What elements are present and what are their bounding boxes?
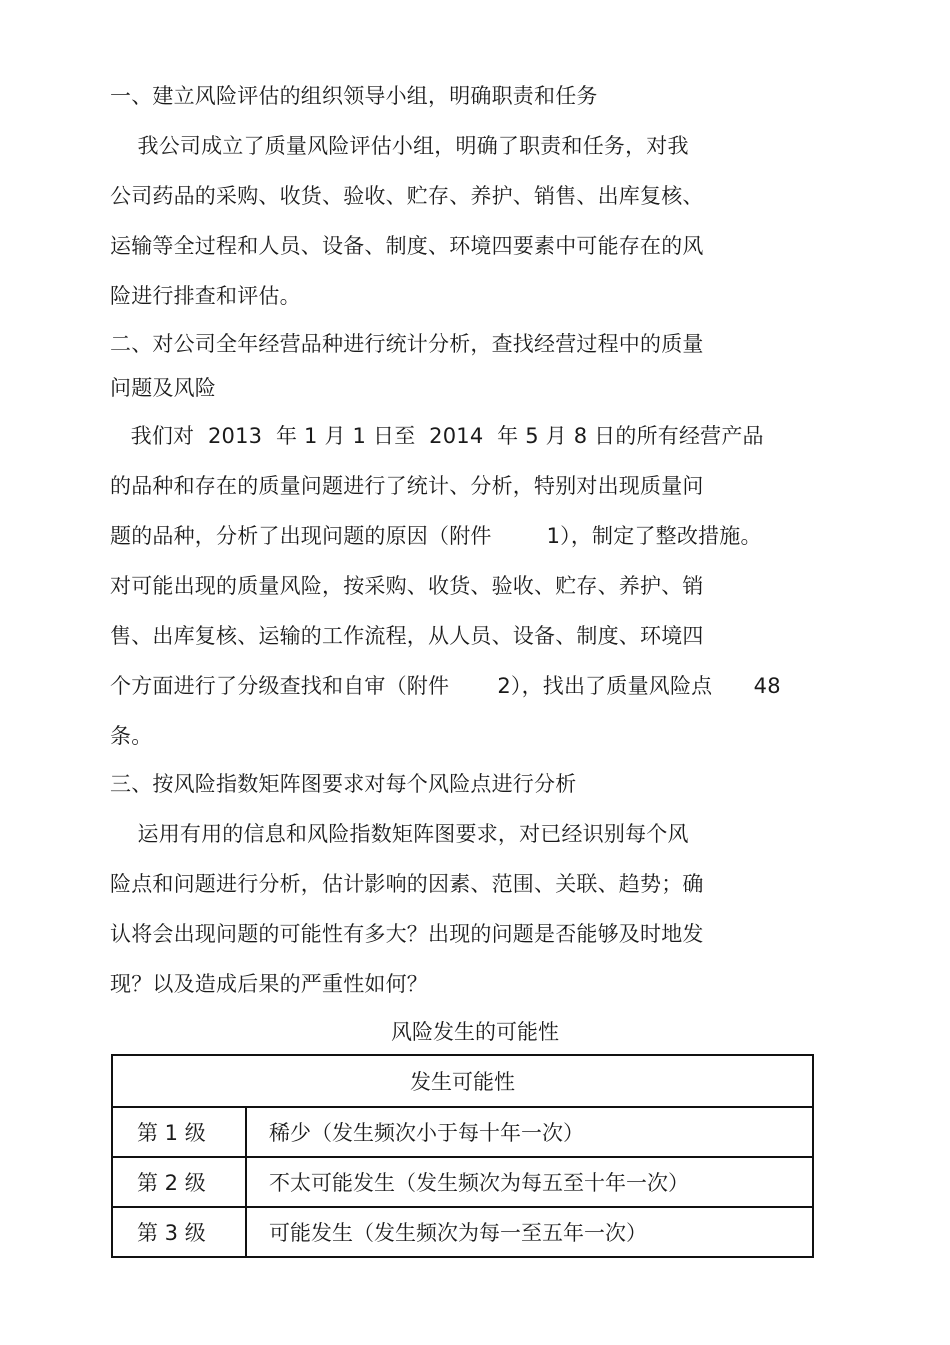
paragraph-line: 的品种和存在的质量问题进行了统计、分析，特别对出现质量问 bbox=[110, 474, 704, 498]
description-cell: 稀少（发生频次小于每十年一次） bbox=[246, 1107, 813, 1157]
table-caption: 风险发生的可能性 bbox=[391, 1020, 559, 1044]
section-heading-2-cont: 问题及风险 bbox=[110, 376, 216, 400]
table-row bbox=[112, 1207, 813, 1257]
level-cell: 第 2 级 bbox=[112, 1157, 246, 1207]
table-row bbox=[112, 1107, 813, 1157]
paragraph-line: 险点和问题进行分析，估计影响的因素、范围、关联、趋势；确 bbox=[110, 872, 704, 896]
section-heading-3: 三、按风险指数矩阵图要求对每个风险点进行分析 bbox=[110, 772, 577, 796]
paragraph-line: 个方面进行了分级查找和自审（附件 2），找出了质量风险点 48 bbox=[110, 674, 781, 698]
paragraph-line: 公司药品的采购、收货、验收、贮存、养护、销售、出库复核、 bbox=[110, 184, 704, 208]
paragraph-line: 险进行排查和评估。 bbox=[110, 284, 301, 308]
level-cell: 第 1 级 bbox=[112, 1107, 246, 1157]
paragraph-line: 对可能出现的质量风险，按采购、收货、验收、贮存、养护、销 bbox=[110, 574, 704, 598]
likelihood-table bbox=[111, 1054, 814, 1258]
description-cell: 不太可能发生（发生频次为每五至十年一次） bbox=[246, 1157, 813, 1207]
paragraph-line: 售、出库复核、运输的工作流程，从人员、设备、制度、环境四 bbox=[110, 624, 704, 648]
paragraph-line: 我们对 2013 年 1 月 1 日至 2014 年 5 月 8 日的所有经营产品 bbox=[110, 424, 764, 448]
paragraph-line: 条。 bbox=[110, 724, 153, 748]
paragraph-line: 认将会出现问题的可能性有多大？出现的问题是否能够及时地发 bbox=[110, 922, 704, 946]
table-header: 发生可能性 bbox=[112, 1055, 813, 1107]
description-cell: 可能发生（发生频次为每一至五年一次） bbox=[246, 1207, 813, 1257]
paragraph-line: 题的品种，分析了出现问题的原因（附件 1），制定了整改措施。 bbox=[110, 524, 762, 548]
paragraph-line: 运输等全过程和人员、设备、制度、环境四要素中可能存在的风 bbox=[110, 234, 704, 258]
table-row bbox=[112, 1157, 813, 1207]
section-heading-1: 一、建立风险评估的组织领导小组，明确职责和任务 bbox=[110, 84, 598, 108]
section-heading-2: 二、对公司全年经营品种进行统计分析，查找经营过程中的质量 bbox=[110, 332, 704, 356]
paragraph-line: 我公司成立了质量风险评估小组，明确了职责和任务，对我 bbox=[110, 134, 689, 158]
level-cell: 第 3 级 bbox=[112, 1207, 246, 1257]
paragraph-line: 运用有用的信息和风险指数矩阵图要求，对已经识别每个风 bbox=[110, 822, 689, 846]
paragraph-line: 现？以及造成后果的严重性如何？ bbox=[110, 972, 428, 996]
table-header-row bbox=[112, 1055, 813, 1107]
